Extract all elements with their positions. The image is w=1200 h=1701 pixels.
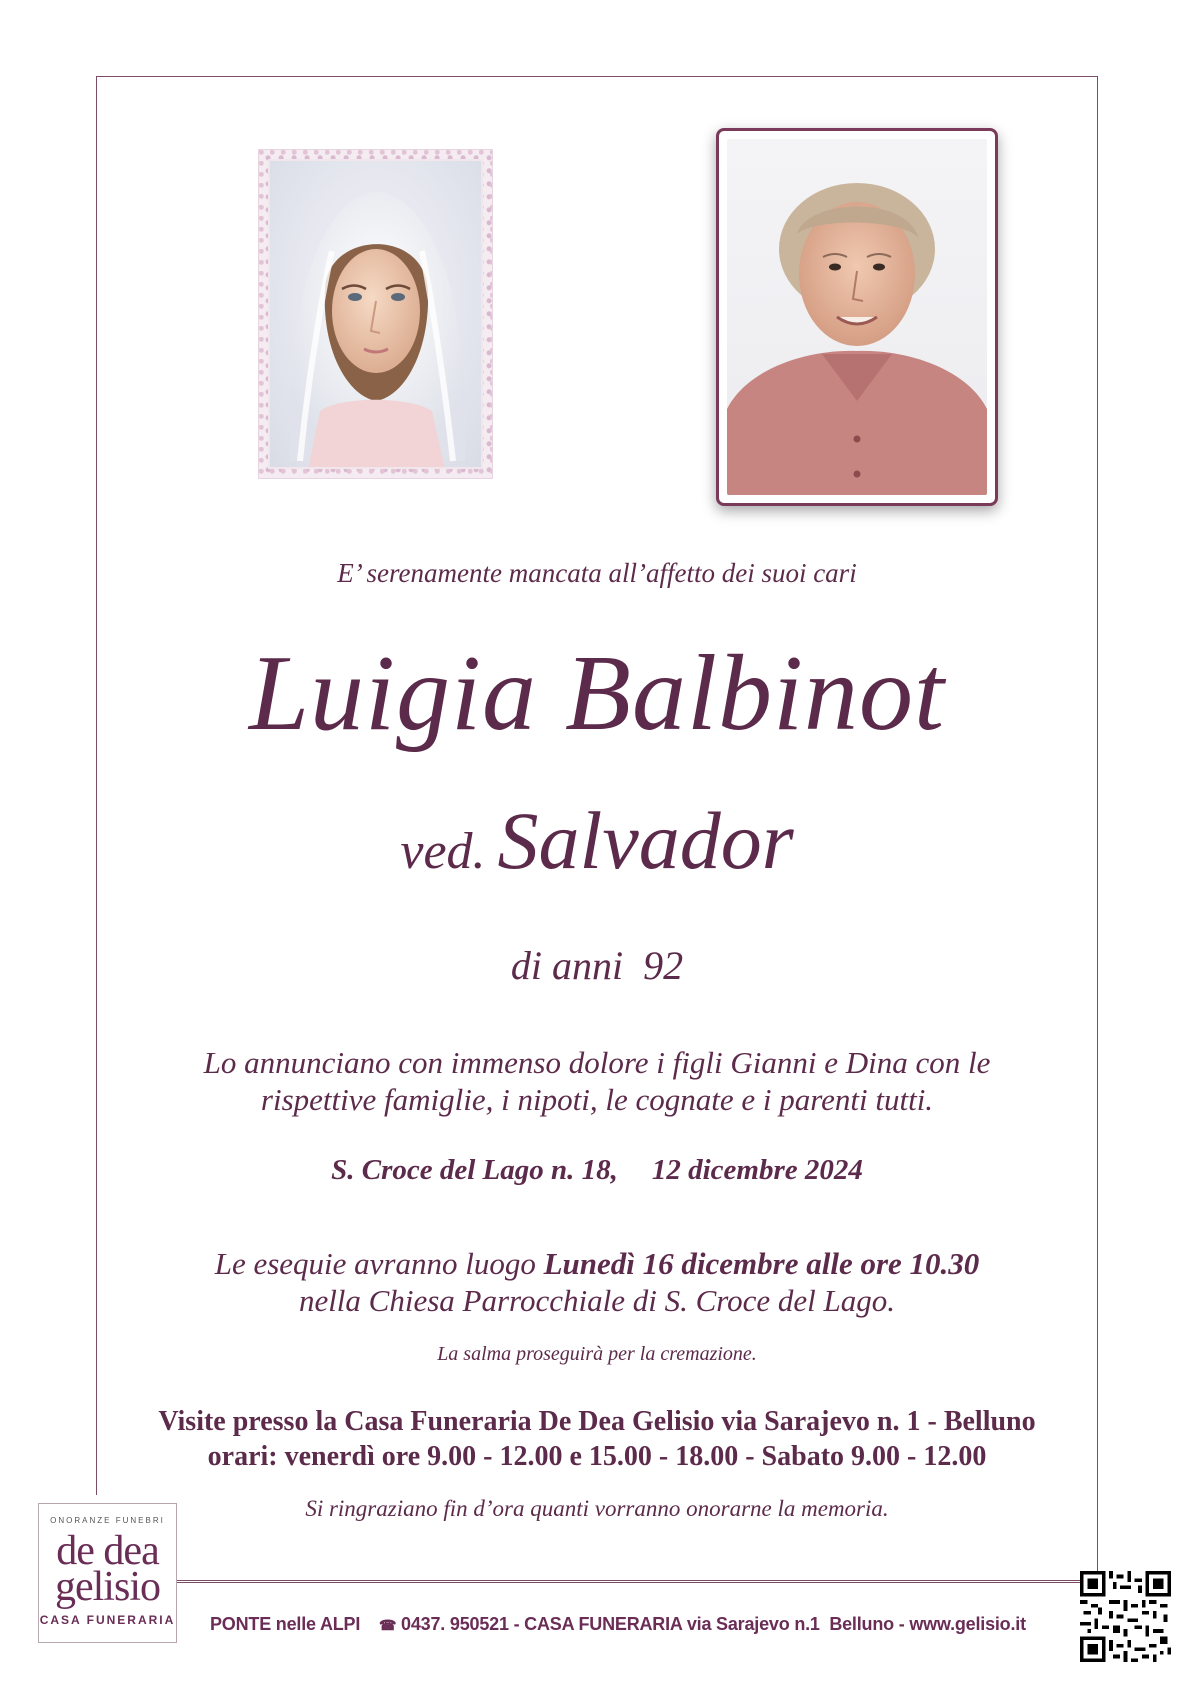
cremation-note: La salma proseguirà per la cremazione. [437,1343,757,1365]
place-text: S. Croce del Lago n. 18, [331,1154,618,1186]
madonna-illustration [270,161,483,469]
place-date [96,1154,1098,1187]
logo-line-2: gelisio [55,1564,160,1610]
age-text: di anni 92 [510,943,684,988]
logo-top-text: ONORANZE FUNEBRI [50,1516,165,1525]
widow-surname: Salvador [497,795,794,886]
portrait-photo [727,139,987,495]
portrait-illustration [727,139,987,495]
footer-divider [175,1582,1100,1583]
footer-address: - CASA FUNERARIA via Sarajevo n.1 Belluno - [513,1614,905,1634]
qr-code[interactable] [1080,1571,1171,1662]
madonna-image [258,149,493,479]
intro-text: E’ serenamente mancata all’affetto dei suoi cari [337,558,857,588]
footer-contact [210,1614,1026,1635]
deceased-portrait [716,128,998,506]
date-text: 12 dicembre 2024 [651,1154,863,1186]
visiting-hours [96,1404,1098,1474]
footer-phone: 0437. 950521 [401,1614,509,1634]
funeral-location: nella Chiesa Parrocchiale di S. Croce del Lago. [298,1283,896,1318]
footer-town: PONTE nelle ALPI [210,1614,361,1634]
visits-line-2: orari: venerdì ore 9.00 - 12.00 e 15.00 - 18.00 - Sabato 9.00 - 12.00 [207,1441,987,1472]
widow-line [96,795,1098,886]
announcement-line-1: Lo annunciano con immenso dolore i figli Gianni e Dina con le [203,1045,991,1080]
funeral-home-logo [38,1503,177,1643]
widow-prefix: ved. [400,823,486,880]
funeral-info [96,1245,1098,1319]
funeral-time: Lunedì 16 dicembre alle ore 10.30 [543,1246,980,1281]
footer-website[interactable]: www.gelisio.it [909,1614,1026,1634]
announcement [96,1044,1098,1118]
deceased-name: Luigia Balbinot [248,634,946,753]
madonna-picture [268,159,483,469]
logo-bottom-text: CASA FUNERARIA [39,1613,176,1627]
thanks-text: Si ringraziano fin d’ora quanti vorranno onorarne la memoria. [305,1496,889,1521]
visits-line-1: Visite presso la Casa Funeraria De Dea Gelisio via Sarajevo n. 1 - Belluno [158,1406,1036,1437]
announcement-line-2: rispettive famiglie, i nipoti, le cognate e i parenti tutti. [260,1082,934,1117]
funeral-line-1 [96,1245,1098,1282]
funeral-prefix: Le esequie avranno luogo [214,1246,544,1281]
telephone-icon: ☎ [378,1617,397,1633]
logo-line-1: de dea [56,1528,159,1574]
